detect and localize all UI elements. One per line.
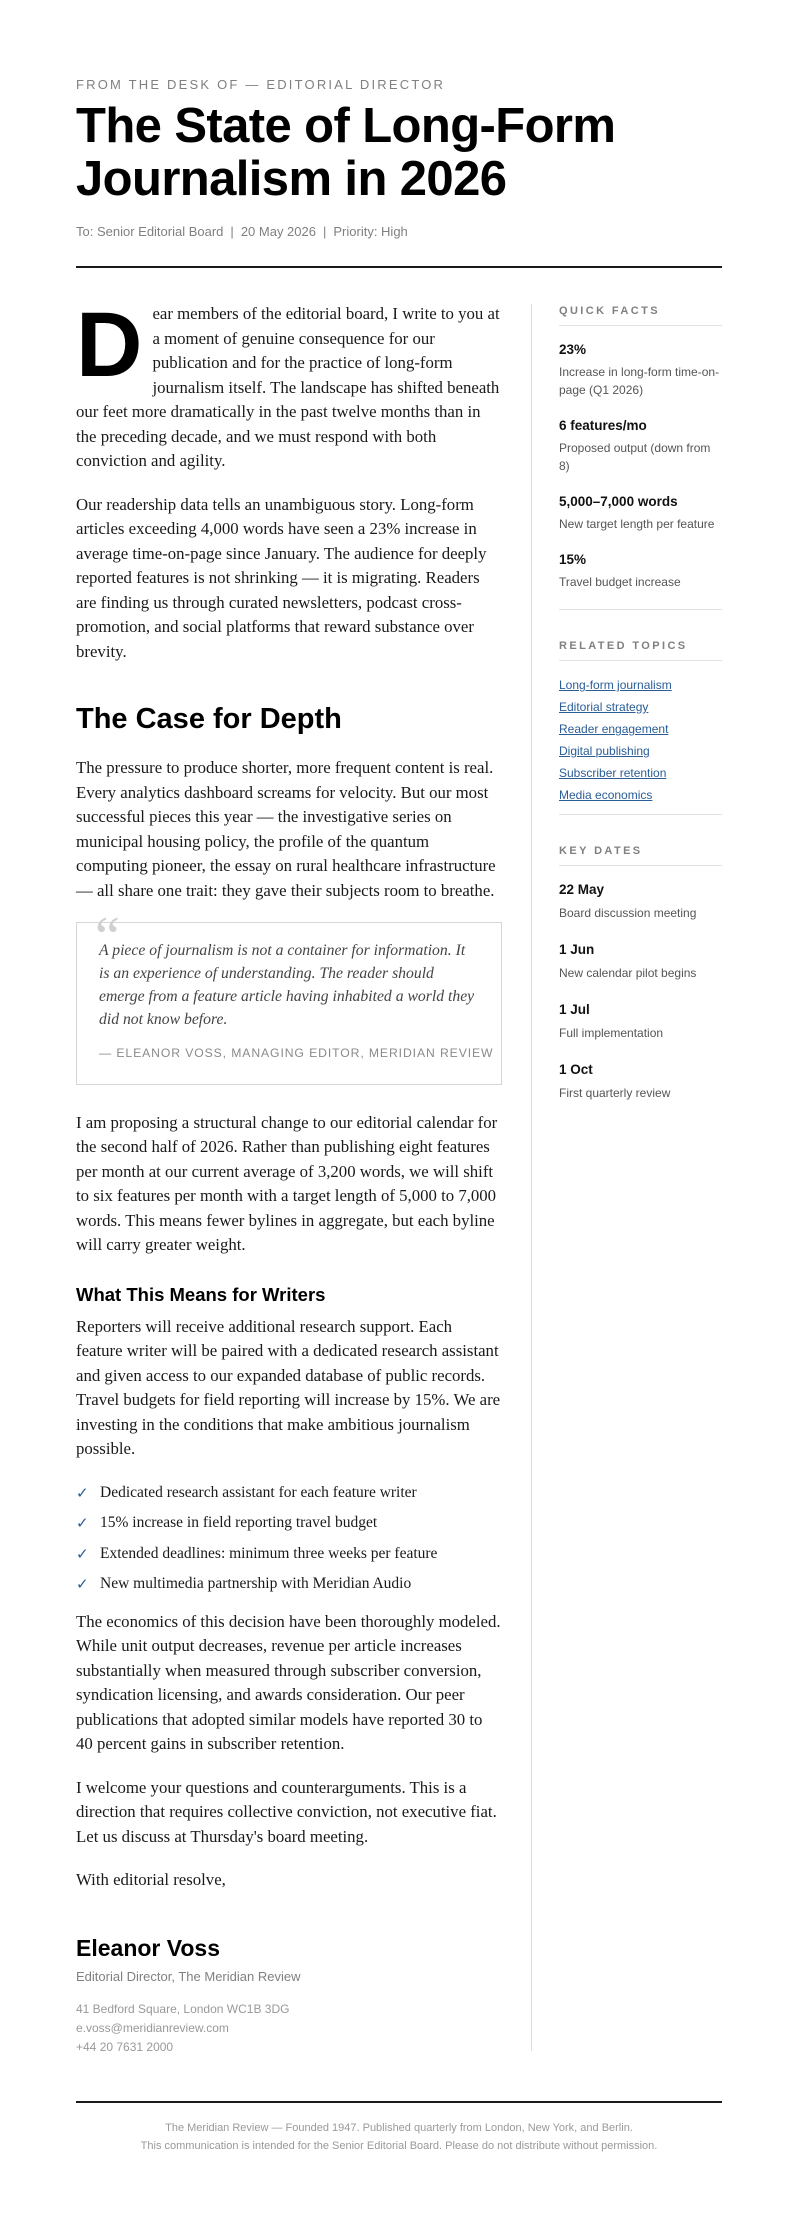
fact-label: New target length per feature (559, 517, 715, 531)
memo-eyebrow: FROM THE DESK OF — EDITORIAL DIRECTOR (76, 77, 446, 92)
page-title: The State of Long-Form Journalism in 2026 (76, 99, 616, 206)
memo-priority: Priority: High (333, 224, 408, 239)
memo-body (76, 294, 502, 1912)
topic-link-editorial-strategy[interactable]: Editorial strategy (559, 700, 649, 714)
list-item (76, 1572, 502, 1597)
footer-disclaimer: This communication is intended for the Senior Editorial Board. Please do not distribute without permission. (140, 2140, 658, 2152)
sidebar-divider (559, 609, 722, 610)
related-topics-list (559, 676, 722, 804)
signature-phone: +44 20 7631 2000 (76, 2040, 174, 2054)
topic-link-digital-publishing[interactable]: Digital publishing (559, 744, 650, 758)
date-label: New calendar pilot begins (559, 966, 697, 980)
section-heading: The Case for Depth (76, 703, 342, 735)
closing-line: With editorial resolve, (76, 1870, 226, 1889)
checkmark-icon: ✓ (76, 1483, 89, 1502)
drop-cap: D (76, 294, 143, 396)
quote-text: A piece of journalism is not a container for information. It is an experience of understanding. The reader should emerge from a feature article having inhabited a world they did not know before. (99, 942, 475, 1028)
date-label: Board discussion meeting (559, 906, 697, 920)
benefits-checklist (76, 1481, 502, 1597)
topic-link-media-economics[interactable]: Media economics (559, 788, 653, 802)
meta-separator: | (230, 224, 234, 239)
list-item (76, 1481, 502, 1506)
list-item (76, 1542, 502, 1567)
date-value: 22 May (559, 882, 605, 897)
signature-address: 41 Bedford Square, London WC1B 3DG (76, 2002, 290, 2016)
sidebar-divider (559, 814, 722, 815)
memo-recipient: To: Senior Editorial Board (76, 224, 224, 239)
quote-citation: — ELEANOR VOSS, MANAGING EDITOR, MERIDIAN REVIEW (99, 1046, 494, 1060)
quick-fact (559, 341, 722, 399)
memo-meta (76, 224, 408, 239)
topic-link-long-form-journalism[interactable]: Long-form journalism (559, 678, 672, 692)
date-label: Full implementation (559, 1026, 664, 1040)
date-value: 1 Jul (559, 1002, 590, 1017)
checkmark-icon: ✓ (76, 1544, 89, 1563)
fact-label: Travel budget increase (559, 575, 681, 589)
signature-contact (76, 2000, 289, 2057)
checkmark-icon: ✓ (76, 1575, 89, 1593)
body-paragraph: The pressure to produce shorter, more frequent content is real. Every analytics dashboard screams for velocity. But our most successful pieces this year — the investigative series on municipal housing policy, the profile of the quantum computing pioneer, the essay on rural healthcare infrastructure — all share one trait: they gave their subjects room to breathe. (76, 758, 496, 900)
footer-line: The Meridian Review — Founded 1947. Published quarterly from London, New York, and Berlin. (165, 2122, 633, 2134)
quick-fact (559, 551, 722, 591)
key-date (559, 1061, 722, 1102)
body-paragraph: Our readership data tells an unambiguous story. Long-form articles exceeding 4,000 words have seen a 23% increase in average time-on-page since January. The audience for deeply reported features is not shrinking — it is migrating. Readers are finding us through curated newsletters, podcast cross-promotion, and social platforms that reward substance over brevity. (76, 494, 487, 661)
fact-label: Proposed output (down from 8) (559, 441, 711, 473)
sidebar (559, 305, 722, 1121)
subsection-heading: What This Means for Writers (76, 1283, 326, 1305)
date-value: 1 Oct (559, 1062, 593, 1077)
fact-value: 23% (559, 342, 587, 357)
pull-quote (76, 906, 502, 1085)
list-item (76, 1511, 502, 1536)
signature-role: Editorial Director, The Meridian Review (76, 1969, 301, 1984)
page-footer (76, 2119, 722, 2155)
column-divider (531, 304, 532, 2051)
signature-name: Eleanor Voss (76, 1935, 221, 1961)
body-paragraph: The economics of this decision have been thoroughly modeled. While unit output decreases, revenue per article increases substantially when measured through subscriber conversion, syndication licensing, and awards consideration. Our peer publications that adopted similar models have reported 30 to 40 percent gains in subscriber retention. (76, 1611, 501, 1753)
body-paragraph: I welcome your questions and counterarguments. This is a direction that requires collective conviction, not executive fiat. Let us discuss at Thursday's board meeting. (76, 1777, 497, 1846)
list-item-text: New multimedia partnership with Meridian Audio (100, 1575, 412, 1592)
quick-fact (559, 417, 722, 475)
key-date (559, 1001, 722, 1042)
intro-text: ear members of the editorial board, I write to you at a moment of genuine consequence for our publication and for the practice of long-form journalism itself. The landscape has shifted beneath our feet more dramatically in the past twelve months than in the preceding decade, and we must respond with both conviction and agility. (76, 304, 500, 470)
fact-value: 6 features/mo (559, 418, 647, 433)
intro-paragraph (76, 294, 502, 474)
list-item-text: Dedicated research assistant for each feature writer (100, 1483, 417, 1501)
fact-value: 15% (559, 552, 587, 567)
body-paragraph: Reporters will receive additional research support. Each feature writer will be paired with a dedicated research assistant and given access to our expanded database of public records. Travel budgets for field reporting will increase by 15%. We are investing in the conditions that make ambitious journalism possible. (76, 1316, 501, 1458)
date-label: First quarterly review (559, 1086, 671, 1100)
fact-value: 5,000–7,000 words (559, 494, 678, 509)
body-paragraph: I am proposing a structural change to our editorial calendar for the second half of 2026. Rather than publishing eight features per month at our current average of 3,200 words, we will shift to six features per month with a target length of 5,000 to 7,000 words. This means fewer bylines in aggregate, but each byline will carry greater weight. (76, 1112, 498, 1254)
topic-link-subscriber-retention[interactable]: Subscriber retention (559, 766, 667, 780)
footer-rule (76, 2101, 722, 2103)
signature-email: e.voss@meridianreview.com (76, 2021, 229, 2035)
date-value: 1 Jun (559, 942, 595, 957)
quick-fact (559, 493, 722, 533)
key-date (559, 941, 722, 982)
quick-facts-heading: QUICK FACTS (559, 305, 722, 326)
list-item-text: Extended deadlines: minimum three weeks per feature (100, 1544, 438, 1562)
key-date (559, 881, 722, 922)
checkmark-icon: ✓ (76, 1514, 89, 1532)
header-rule (76, 266, 722, 268)
list-item-text: 15% increase in field reporting travel budget (100, 1514, 378, 1531)
topic-link-reader-engagement[interactable]: Reader engagement (559, 722, 669, 736)
related-topics-heading: RELATED TOPICS (559, 640, 722, 661)
key-dates-heading: KEY DATES (559, 845, 722, 866)
quote-mark-icon: “ (95, 906, 120, 968)
memo-date: 20 May 2026 (240, 224, 316, 239)
meta-separator: | (322, 224, 327, 239)
fact-label: Increase in long-form time-on-page (Q1 2026) (559, 365, 720, 397)
